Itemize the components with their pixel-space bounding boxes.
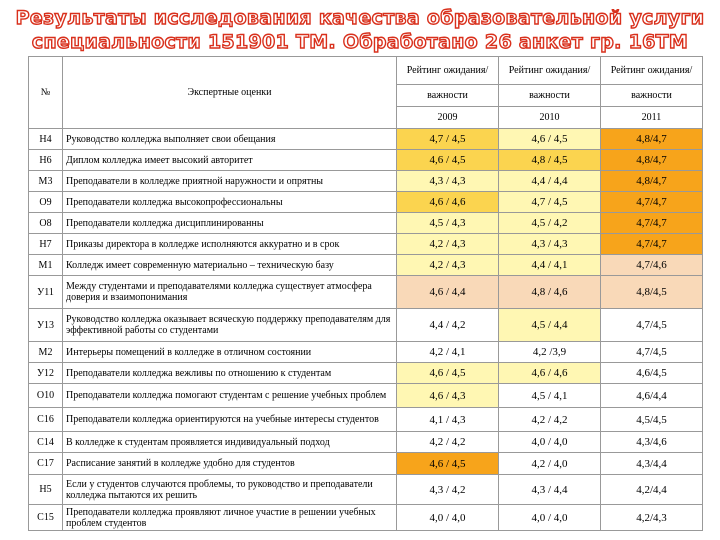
- row-criterion: Преподаватели колледжа ориентируются на учебные интересы студентов: [63, 408, 397, 432]
- header-col1-line2: важности: [397, 85, 499, 107]
- header-col3-line2: важности: [601, 85, 703, 107]
- row-code: У12: [29, 363, 63, 384]
- row-criterion: Если у студентов случаются проблемы, то руководство и преподаватели колледжа пытаются их решить: [63, 475, 397, 505]
- table-row: [29, 432, 703, 453]
- row-value-2011: 4,2/4,3: [601, 505, 703, 531]
- row-value-2010: 4,5 / 4,1: [499, 384, 601, 408]
- row-value-2009: 4,0 / 4,0: [397, 505, 499, 531]
- row-value-2009: 4,6 / 4,5: [397, 150, 499, 171]
- row-value-2009: 4,3 / 4,2: [397, 475, 499, 505]
- table-row: [29, 453, 703, 475]
- row-value-2011: 4,3/4,6: [601, 432, 703, 453]
- row-criterion: Интерьеры помещений в колледже в отличном состоянии: [63, 342, 397, 363]
- table-row: [29, 342, 703, 363]
- header-col2-line2: важности: [499, 85, 601, 107]
- row-value-2011: 4,8/4,7: [601, 150, 703, 171]
- table-row: [29, 171, 703, 192]
- row-value-2009: 4,6 / 4,5: [397, 363, 499, 384]
- row-criterion: Диплом колледжа имеет высокий авторитет: [63, 150, 397, 171]
- row-criterion: Руководство колледжа оказывает всяческую поддержку преподавателям для эффективной работы со студентами: [63, 309, 397, 342]
- row-code: Н6: [29, 150, 63, 171]
- row-value-2011: 4,6/4,4: [601, 384, 703, 408]
- row-value-2011: 4,7/4,6: [601, 255, 703, 276]
- row-value-2010: 4,6 / 4,5: [499, 129, 601, 150]
- row-value-2010: 4,6 / 4,6: [499, 363, 601, 384]
- row-code: О10: [29, 384, 63, 408]
- page-title: [0, 6, 720, 54]
- row-criterion: Преподаватели колледжа высокопрофессиональны: [63, 192, 397, 213]
- row-criterion: Преподаватели в колледже приятной наружности и опрятны: [63, 171, 397, 192]
- row-code: С15: [29, 505, 63, 531]
- row-code: М3: [29, 171, 63, 192]
- row-value-2010: 4,0 / 4,0: [499, 505, 601, 531]
- row-value-2011: 4,7/4,7: [601, 192, 703, 213]
- row-code: Н5: [29, 475, 63, 505]
- row-code: С17: [29, 453, 63, 475]
- table-row: [29, 192, 703, 213]
- row-value-2009: 4,6 / 4,5: [397, 453, 499, 475]
- row-value-2010: 4,8 / 4,5: [499, 150, 601, 171]
- table-row: [29, 408, 703, 432]
- table-row: [29, 234, 703, 255]
- row-value-2010: 4,8 / 4,6: [499, 276, 601, 309]
- table-row: [29, 505, 703, 531]
- table-row: [29, 384, 703, 408]
- row-value-2011: 4,8/4,7: [601, 129, 703, 150]
- header-col2-line1: Рейтинг ожидания/: [499, 57, 601, 85]
- table-row: [29, 475, 703, 505]
- table-row: [29, 213, 703, 234]
- row-code: С14: [29, 432, 63, 453]
- row-code: С16: [29, 408, 63, 432]
- row-value-2010: 4,4 / 4,4: [499, 171, 601, 192]
- row-value-2010: 4,5 / 4,4: [499, 309, 601, 342]
- row-value-2009: 4,7 / 4,5: [397, 129, 499, 150]
- row-value-2011: 4,6/4,5: [601, 363, 703, 384]
- row-value-2010: 4,3 / 4,4: [499, 475, 601, 505]
- table-row: [29, 276, 703, 309]
- row-criterion: В колледже к студентам проявляется индивидуальный подход: [63, 432, 397, 453]
- header-number: №: [29, 57, 63, 129]
- row-value-2009: 4,6 / 4,6: [397, 192, 499, 213]
- row-value-2010: 4,2 / 4,0: [499, 453, 601, 475]
- header-col3-year: 2011: [601, 107, 703, 129]
- row-criterion: Преподаватели колледжа проявляют личное участие в решении учебных проблем студентов: [63, 505, 397, 531]
- row-code: О9: [29, 192, 63, 213]
- row-value-2009: 4,2 / 4,3: [397, 234, 499, 255]
- row-code: Н7: [29, 234, 63, 255]
- header-criteria: Экспертные оценки: [63, 57, 397, 129]
- row-criterion: Преподаватели колледжа помогают студентам с решение учебных проблем: [63, 384, 397, 408]
- row-code: Н4: [29, 129, 63, 150]
- row-value-2009: 4,4 / 4,2: [397, 309, 499, 342]
- row-value-2011: 4,5/4,5: [601, 408, 703, 432]
- row-criterion: Расписание занятий в колледже удобно для студентов: [63, 453, 397, 475]
- row-value-2010: 4,4 / 4,1: [499, 255, 601, 276]
- row-value-2010: 4,5 / 4,2: [499, 213, 601, 234]
- table-row: [29, 150, 703, 171]
- table-row: [29, 255, 703, 276]
- row-value-2010: 4,3 / 4,3: [499, 234, 601, 255]
- row-value-2009: 4,6 / 4,3: [397, 384, 499, 408]
- results-table: [28, 56, 703, 531]
- row-criterion: Преподаватели колледжа дисциплинированны: [63, 213, 397, 234]
- table-body: [29, 129, 703, 531]
- row-value-2010: 4,7 / 4,5: [499, 192, 601, 213]
- row-criterion: Приказы директора в колледже исполняются аккуратно и в срок: [63, 234, 397, 255]
- header-col1-year: 2009: [397, 107, 499, 129]
- row-criterion: Колледж имеет современную материально – техническую базу: [63, 255, 397, 276]
- row-value-2011: 4,8/4,7: [601, 171, 703, 192]
- row-value-2011: 4,3/4,4: [601, 453, 703, 475]
- row-criterion: Руководство колледжа выполняет свои обещания: [63, 129, 397, 150]
- row-value-2009: 4,2 / 4,3: [397, 255, 499, 276]
- row-value-2009: 4,1 / 4,3: [397, 408, 499, 432]
- header-col2-year: 2010: [499, 107, 601, 129]
- title-line-1: Результаты исследования качества образовательной услуги: [15, 7, 705, 29]
- row-code: У11: [29, 276, 63, 309]
- row-code: М2: [29, 342, 63, 363]
- table-row: [29, 309, 703, 342]
- table-row: [29, 363, 703, 384]
- row-value-2011: 4,7/4,7: [601, 213, 703, 234]
- row-value-2010: 4,0 / 4,0: [499, 432, 601, 453]
- row-code: М1: [29, 255, 63, 276]
- row-value-2011: 4,7/4,5: [601, 309, 703, 342]
- title-line-2: специальности 151901 ТМ. Обработано 26 анкет гр. 16ТМ: [31, 31, 689, 53]
- row-value-2009: 4,3 / 4,3: [397, 171, 499, 192]
- row-value-2009: 4,2 / 4,1: [397, 342, 499, 363]
- table-row: [29, 129, 703, 150]
- row-value-2009: 4,6 / 4,4: [397, 276, 499, 309]
- row-value-2011: 4,8/4,5: [601, 276, 703, 309]
- row-value-2011: 4,7/4,5: [601, 342, 703, 363]
- row-value-2011: 4,7/4,7: [601, 234, 703, 255]
- row-value-2010: 4,2 /3,9: [499, 342, 601, 363]
- row-code: У13: [29, 309, 63, 342]
- row-value-2009: 4,2 / 4,2: [397, 432, 499, 453]
- row-criterion: Между студентами и преподавателями колледжа существует атмосфера доверия и взаимопонимания: [63, 276, 397, 309]
- row-value-2010: 4,2 / 4,2: [499, 408, 601, 432]
- header-col3-line1: Рейтинг ожидания/: [601, 57, 703, 85]
- row-code: О8: [29, 213, 63, 234]
- header-col1-line1: Рейтинг ожидания/: [397, 57, 499, 85]
- row-value-2011: 4,2/4,4: [601, 475, 703, 505]
- row-value-2009: 4,5 / 4,3: [397, 213, 499, 234]
- row-criterion: Преподаватели колледжа вежливы по отношению к студентам: [63, 363, 397, 384]
